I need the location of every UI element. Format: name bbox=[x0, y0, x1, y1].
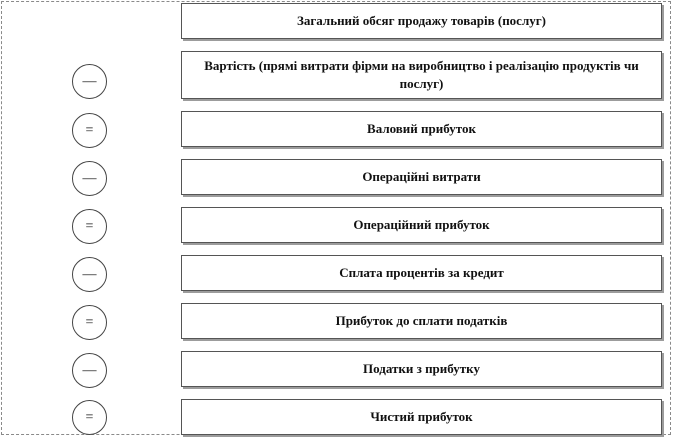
step-operating-expenses: Операційні витрати bbox=[181, 159, 662, 195]
step-income-tax: Податки з прибутку bbox=[181, 351, 662, 387]
step-cost: Вартість (прямі витрати фірми на виробництво і реалізацію продуктів чи послуг) bbox=[181, 51, 662, 99]
minus-operator: — bbox=[72, 353, 107, 388]
step-gross-profit: Валовий прибуток bbox=[181, 111, 662, 147]
minus-operator: — bbox=[72, 257, 107, 292]
equals-operator: = bbox=[72, 305, 107, 340]
step-interest-payment: Сплата процентів за кредит bbox=[181, 255, 662, 291]
minus-operator: — bbox=[72, 161, 107, 196]
step-net-profit: Чистий прибуток bbox=[181, 399, 662, 435]
minus-operator: — bbox=[72, 64, 107, 99]
step-profit-before-tax: Прибуток до сплати податків bbox=[181, 303, 662, 339]
step-total-sales: Загальний обсяг продажу товарів (послуг) bbox=[181, 3, 662, 39]
step-operating-profit: Операційний прибуток bbox=[181, 207, 662, 243]
equals-operator: = bbox=[72, 113, 107, 148]
equals-operator: = bbox=[72, 209, 107, 244]
equals-operator: = bbox=[72, 400, 107, 435]
